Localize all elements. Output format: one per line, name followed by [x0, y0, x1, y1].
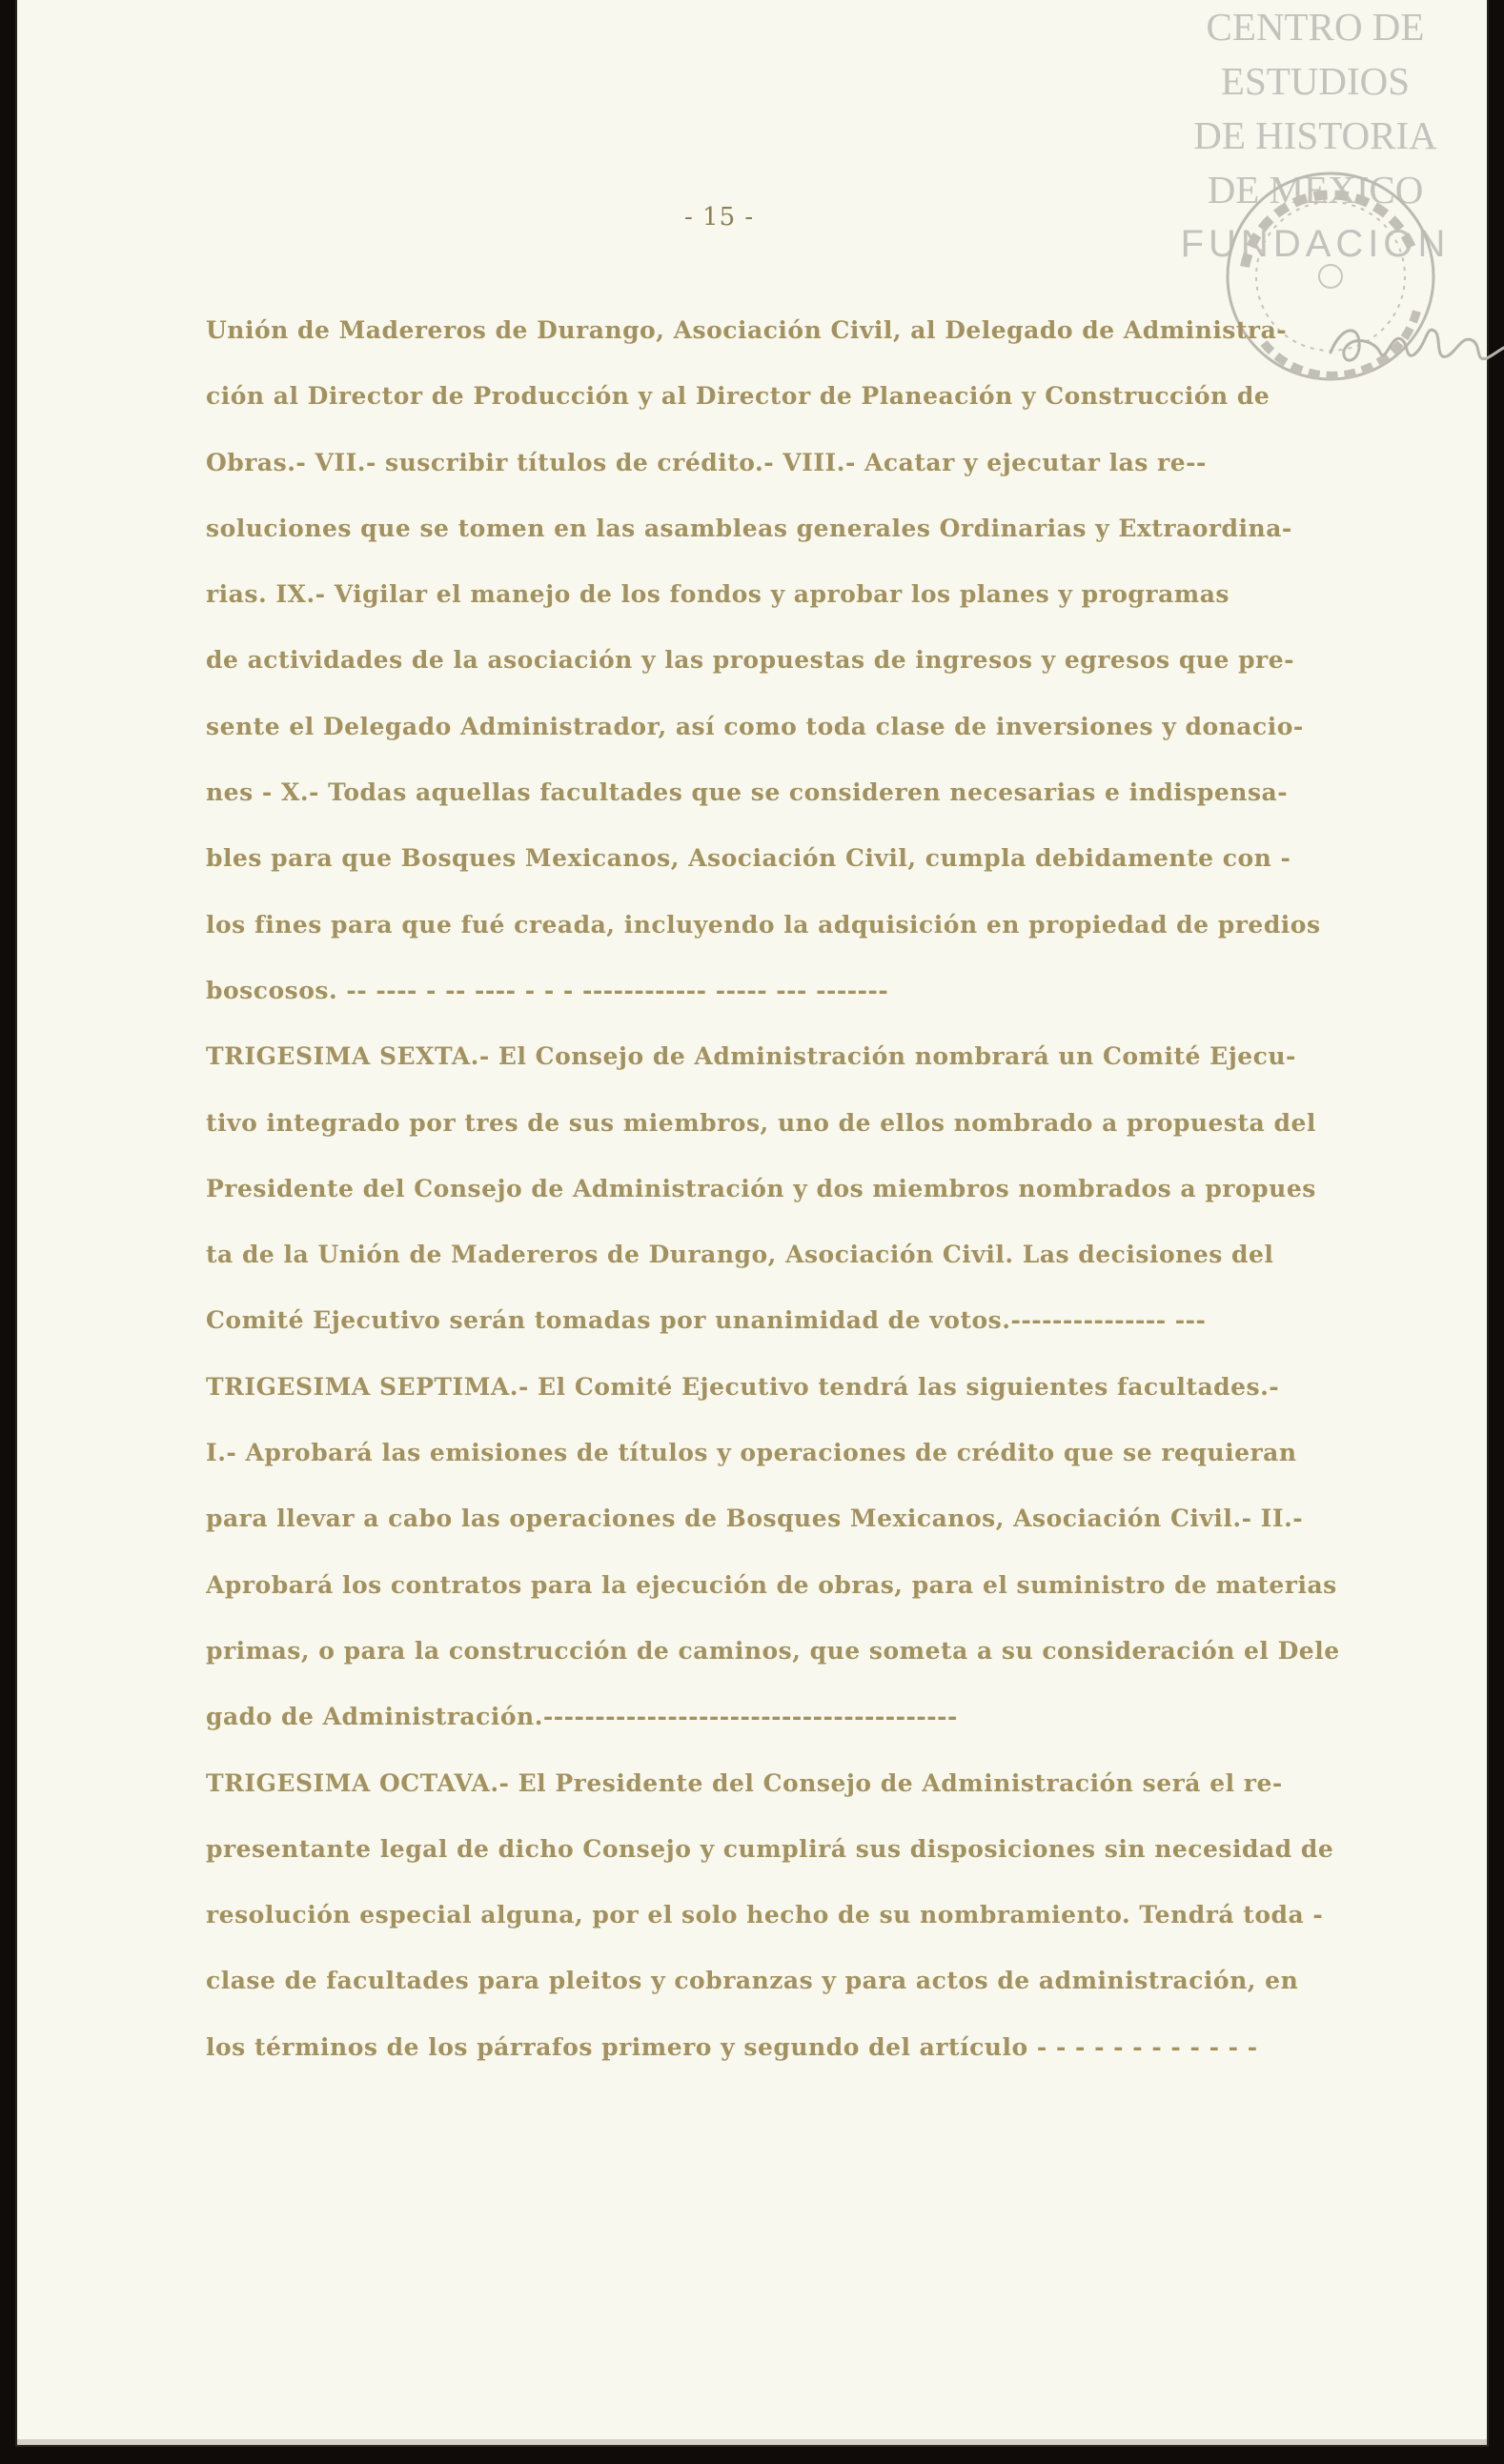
document-body: [206, 297, 1450, 2080]
text-line: ta de la Unión de Madereros de Durango, Asociación Civil. Las decisiones del: [206, 1241, 1274, 1269]
text-line: presentante legal de dicho Consejo y cumplirá sus disposiciones sin necesidad de: [206, 1834, 1334, 1863]
text-line: sente el Delegado Administrador, así como toda clase de inversiones y donacio-: [206, 712, 1304, 740]
text-line: primas, o para la construcción de caminos, que someta a su consideración el Dele: [206, 1636, 1340, 1665]
page-number: - 15 -: [684, 203, 755, 232]
text-line: los fines para que fué creada, incluyendo la adquisición en propiedad de predios: [206, 910, 1321, 939]
text-line: boscosos. -- ---- - -- ---- - - - ------------ ----- --- -------: [206, 976, 889, 1004]
text-line: soluciones que se tomen en las asambleas generales Ordinarias y Extraordina-: [206, 514, 1292, 542]
text-line: Aprobará los contratos para la ejecución de obras, para el suministro de materias: [206, 1570, 1337, 1599]
text-line: Obras.- VII.- suscribir títulos de crédito.- VIII.- Acatar y ejecutar las re--: [206, 448, 1207, 476]
text-line: de actividades de la asociación y las propuestas de ingresos y egresos que pre-: [206, 646, 1295, 675]
watermark-line: CENTRO DE: [1206, 5, 1425, 49]
text-line: los términos de los párrafos primero y segundo del artículo - - - - - - - - - - - -: [206, 2032, 1258, 2061]
text-line: nes - X.- Todas aquellas facultades que se consideren necesarias e indispensa-: [206, 778, 1289, 807]
text-line: resolución especial alguna, por el solo hecho de su nombramiento. Tendrá toda -: [206, 1901, 1324, 1929]
text-line: Comité Ejecutivo serán tomadas por unanimidad de votos.--------------- ---: [206, 1306, 1207, 1335]
watermark-line: DE MEXICO: [1207, 168, 1424, 212]
watermark-line: ESTUDIOS: [1220, 59, 1411, 103]
document-page: [17, 0, 1487, 2445]
text-line: TRIGESIMA SEXTA.- El Consejo de Administración nombrará un Comité Ejecu-: [206, 1042, 1296, 1071]
text-line: gado de Administración.----------------------------------------: [206, 1703, 958, 1731]
text-line: ción al Director de Producción y al Director de Planeación y Construcción de: [206, 382, 1270, 411]
text-line: Presidente del Consejo de Administración y dos miembros nombrados a propues: [206, 1174, 1316, 1202]
text-line: rias. IX.- Vigilar el manejo de los fondos y aprobar los planes y programas: [206, 580, 1230, 609]
text-line: I.- Aprobará las emisiones de títulos y operaciones de crédito que se requieran: [206, 1439, 1297, 1467]
watermark-line: DE HISTORIA: [1193, 113, 1437, 157]
text-line: TRIGESIMA SEPTIMA.- El Comité Ejecutivo tendrá las siguientes facultades.-: [206, 1372, 1280, 1401]
text-line: TRIGESIMA OCTAVA.- El Presidente del Consejo de Administración será el re-: [206, 1768, 1283, 1797]
text-line: bles para que Bosques Mexicanos, Asociación Civil, cumpla debidamente con -: [206, 844, 1291, 873]
watermark-line: FUNDACION: [1180, 223, 1451, 265]
text-line: Unión de Madereros de Durango, Asociación Civil, al Delegado de Administra-: [206, 316, 1288, 344]
text-line: clase de facultades para pleitos y cobranzas y para actos de administración, en: [206, 1967, 1299, 1995]
page-edge: [17, 2439, 1487, 2445]
text-line: tivo integrado por tres de sus miembros, uno de ellos nombrado a propuesta del: [206, 1108, 1316, 1137]
text-line: para llevar a cabo las operaciones de Bosques Mexicanos, Asociación Civil.- II.-: [206, 1505, 1304, 1533]
